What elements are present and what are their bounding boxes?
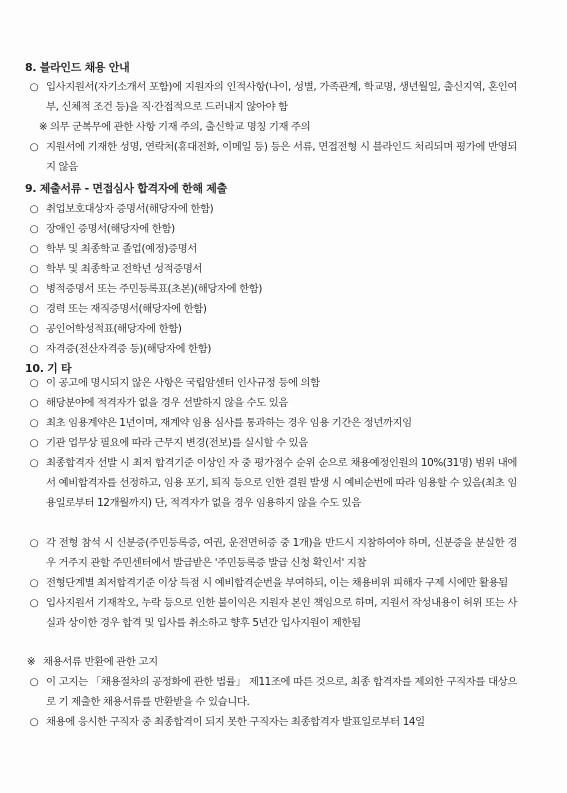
s9-item-6-text: 경력 또는 재직증명서(해당자에 한함): [46, 303, 207, 315]
s8-item-1-text: 입사지원서(자기소개서 포함)에 지원자의 인적사항(나이, 성별, 가족관계, 학교명, 생년월일, 출신지역, 혼인여부, 신체적 조건 등)을 직·간접적으로 드러내지 않아야 함: [46, 81, 517, 113]
reference-mark-icon: ※: [38, 121, 48, 133]
circle-bullet-icon: ○: [29, 243, 39, 255]
s9-item-1: [27, 199, 517, 219]
circle-bullet-icon: ○: [29, 303, 39, 315]
s10-item-1-text: 이 공고에 명시되지 않은 사항은 국립암센터 인사규정 등에 의함: [46, 377, 320, 389]
circle-bullet-icon: ○: [29, 417, 39, 429]
circle-bullet-icon: ○: [29, 141, 39, 153]
s9-item-2: [27, 219, 517, 239]
section-10-title: 10. 기 타: [25, 362, 72, 375]
s9-item-8-text: 자격증(전산자격증 등)(해당자에 한함): [46, 343, 211, 355]
circle-bullet-icon: ○: [29, 343, 39, 355]
s8-item-1: [27, 77, 517, 117]
circle-bullet-icon: ○: [29, 377, 39, 389]
s10-item-8: [27, 593, 517, 633]
s10-item-2-text: 해당분야에 적격자가 없을 경우 선발하지 않을 수도 있음: [46, 397, 288, 409]
s9-item-2-text: 장애인 증명서(해당자에 한함): [46, 223, 175, 235]
s10-item-3: [27, 413, 517, 433]
s9-item-3: [27, 239, 517, 259]
s10-item-6-text: 각 전형 참석 시 신분증(주민등록증, 여권, 운전면허증 중 1개)을 반드시 지참하여야 하며, 신분증을 분실한 경우 거주지 관할 주민센터에서 발급받은 '주민등록증 발급 신청 확인서' 지참: [46, 537, 517, 569]
s10-item-8-text: 입사지원서 기재착오, 누락 등으로 인한 불이익은 지원자 본인 책임으로 하며, 지원서 작성내용이 허위 또는 사실과 상이한 경우 합격 및 입사를 취소하고 향후 5년간 입사지원이 제한됨: [46, 597, 517, 629]
s9-item-4: [27, 259, 517, 279]
circle-bullet-icon: ○: [29, 203, 39, 215]
s9-item-1-text: 취업보호대상자 증명서(해당자에 한함): [46, 203, 214, 215]
section-8-title: 8. 블라인드 채용 안내: [25, 61, 130, 74]
circle-bullet-icon: ○: [29, 283, 39, 295]
s10-item-7-text: 전형단계별 최저합격기준 이상 득점 시 예비합격순번을 부여하되, 이는 채용비위 피해자 구제 시에만 활용됨: [46, 577, 508, 589]
circle-bullet-icon: ○: [29, 437, 39, 449]
s9-item-7: [27, 319, 517, 339]
s9-item-3-text: 학부 및 최종학교 졸업(예정)증명서: [46, 243, 197, 255]
circle-bullet-icon: ○: [29, 676, 39, 688]
s10-item-5-text: 최종합격자 선발 시 최저 합격기준 이상인 자 중 평가점수 순위 순으로 채용예정인원의 10%(31명) 범위 내에서 예비합격자를 선정하고, 임용 포기, 퇴직 등으로 인한 결원 발생 시 예비순번에 따라 임용할 수 있음(최초 임용일로부터 12개월까지) 단, 적격자가 없을 경우 임용하지 않을 수도 있음: [46, 457, 517, 509]
s8-item-2: [27, 137, 517, 177]
s10-item-2: [27, 393, 517, 413]
circle-bullet-icon: ○: [29, 716, 39, 728]
circle-bullet-icon: ○: [29, 597, 39, 609]
return-item-2: [27, 712, 517, 732]
circle-bullet-icon: ○: [29, 223, 39, 235]
s8-item-2-text: 지원서에 기재한 성명, 연락처(휴대전화, 이메일 등) 등은 서류, 면접전형 시 블라인드 처리되며 평가에 반영되지 않음: [46, 141, 517, 173]
s8-note-text: 의무 군복무에 관한 사항 기재 주의, 출신학교 명칭 기재 주의: [50, 121, 311, 133]
s9-item-8: [27, 339, 517, 359]
circle-bullet-icon: ○: [29, 263, 39, 275]
s10-item-6: [27, 533, 517, 573]
circle-bullet-icon: ○: [29, 457, 39, 469]
circle-bullet-icon: ○: [29, 323, 39, 335]
s10-item-4-text: 기관 업무상 필요에 따라 근무지 변경(전보)를 실시할 수 있음: [46, 437, 308, 449]
s8-note: [36, 117, 526, 137]
s10-item-4: [27, 433, 517, 453]
section-9-title: 9. 제출서류 - 면접심사 합격자에 한해 제출: [25, 182, 227, 195]
s10-item-5: [27, 453, 517, 513]
s9-item-4-text: 학부 및 최종학교 전학년 성적증명서: [46, 263, 203, 275]
s9-item-7-text: 공인어학성적표(해당자에 한함): [46, 323, 182, 335]
return-item-1-text: 이 고지는 「채용절차의 공정화에 관한 법률」 제11조에 따른 것으로, 최종 합격자를 제외한 구직자를 대상으로 기 제출한 채용서류를 반환받을 수 있습니다.: [46, 676, 517, 708]
s10-item-3-text: 최초 임용계약은 1년이며, 재계약 임용 심사를 통과하는 경우 임용 기간은 정년까지임: [46, 417, 412, 429]
s9-item-6: [27, 299, 517, 319]
s10-item-7: [27, 573, 517, 593]
circle-bullet-icon: ○: [29, 397, 39, 409]
s9-item-5-text: 병적증명서 또는 주민등록표(초본)(해당자에 한함): [46, 283, 263, 295]
circle-bullet-icon: ○: [29, 537, 39, 549]
s9-item-5: [27, 279, 517, 299]
circle-bullet-icon: ○: [29, 577, 39, 589]
circle-bullet-icon: ○: [29, 81, 39, 93]
s10-item-1: [27, 373, 517, 393]
return-item-2-text: 채용에 응시한 구직자 중 최종합격이 되지 못한 구직자는 최종합격자 발표일로부터 14일: [46, 716, 425, 728]
reference-mark-icon: ※: [26, 656, 36, 668]
return-notice-heading-text: 채용서류 반환에 관한 고지: [43, 656, 158, 668]
return-item-1: [27, 672, 517, 712]
return-notice-heading: [24, 652, 514, 672]
